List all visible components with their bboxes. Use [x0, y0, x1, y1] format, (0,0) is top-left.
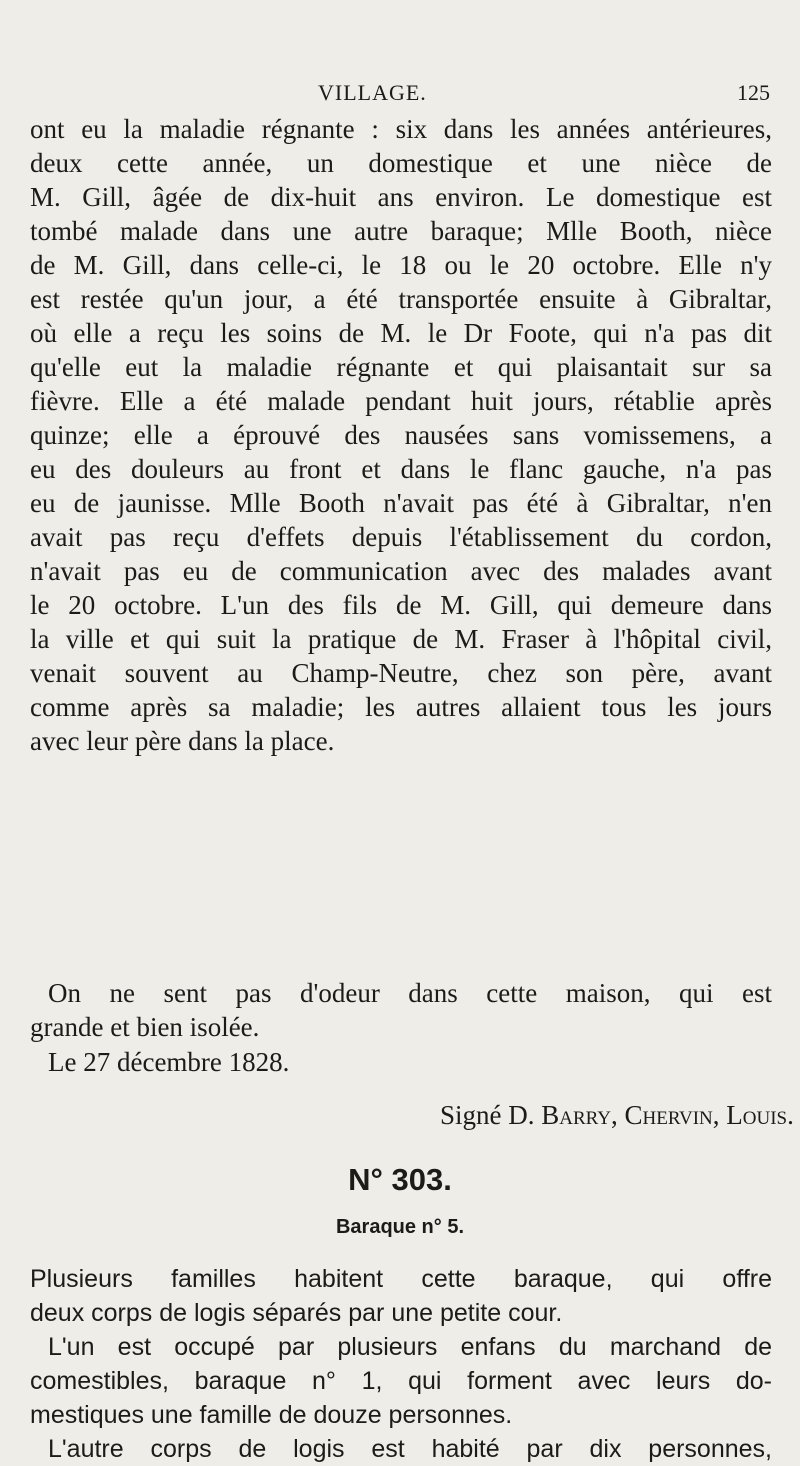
page-number: 125 — [737, 80, 770, 105]
text-line: ont eu la maladie régnante : six dans les années antérieures, — [30, 114, 772, 144]
text-line: fièvre. Elle a été malade pendant huit jours, rétablie après — [30, 386, 772, 416]
text-line: L'un est occupé par plusieurs enfans du marchand de — [48, 1333, 772, 1361]
signature — [440, 1098, 794, 1132]
text-line: On ne sent pas d'odeur dans cette maison, qui est — [48, 978, 772, 1008]
text-line: tombé malade dans une autre baraque; Mlle Booth, nièce — [30, 216, 772, 246]
signature-prefix: Signé D. — [440, 1100, 535, 1130]
text-line: est restée qu'un jour, a été transportée ensuite à Gibraltar, — [30, 284, 772, 314]
text-line: venait souvent au Champ-Neutre, chez son père, avant — [30, 658, 772, 688]
text-line: de M. Gill, dans celle-ci, le 18 ou le 20 octobre. Elle n'y — [30, 250, 772, 280]
paragraph-odor — [30, 976, 772, 1044]
text-line: eu des douleurs au front et dans le flanc gauche, n'a pas — [30, 454, 772, 484]
paragraph-baraque — [30, 1262, 772, 1466]
text-line: comme après sa maladie; les autres allaient tous les jours — [30, 692, 772, 722]
text-line: où elle a reçu les soins de M. le Dr Foote, qui n'a pas dit — [30, 318, 772, 348]
text-line: n'avait pas eu de communication avec des malades avant — [30, 556, 772, 586]
section-subtitle: Baraque n° 5. — [335, 1216, 465, 1238]
text-line: deux corps de logis séparés par une petite cour. — [30, 1299, 563, 1327]
text-line: le 20 octobre. L'un des fils de M. Gill, qui demeure dans — [30, 590, 772, 620]
text-line: qu'elle eut la maladie régnante et qui plaisantait sur sa — [30, 352, 772, 382]
running-head: VILLAGE. — [318, 80, 427, 105]
text-line: avec leur père dans la place. — [30, 726, 335, 756]
text-line: mestiques une famille de douze personnes. — [30, 1401, 513, 1429]
text-line: la ville et qui suit la pratique de M. Fraser à l'hôpital civil, — [30, 624, 772, 654]
text-line: Plusieurs familles habitent cette baraque, qui offre — [30, 1265, 772, 1293]
paragraph-main — [30, 112, 772, 758]
page-header — [0, 80, 800, 110]
section-number: N° 303. — [348, 1162, 452, 1197]
text-line: M. Gill, âgée de dix-huit ans environ. Le domestique est — [30, 182, 772, 212]
text-line: avait pas reçu d'effets depuis l'établissement du cordon, — [30, 522, 772, 552]
date-line: Le 27 décembre 1828. — [48, 1047, 290, 1077]
text-line: deux cette année, un domestique et une nièce de — [30, 148, 772, 178]
signature-names: Barry, Chervin, Louis. — [541, 1100, 794, 1130]
text-line: quinze; elle a éprouvé des nausées sans vomissemens, a — [30, 420, 772, 450]
text-line: L'autre corps de logis est habité par dix personnes, — [48, 1435, 772, 1463]
text-line: eu de jaunisse. Mlle Booth n'avait pas été à Gibraltar, n'en — [30, 488, 772, 518]
text-line: grande et bien isolée. — [30, 1012, 260, 1042]
text-line: comestibles, baraque n° 1, qui forment avec leurs do- — [30, 1367, 772, 1395]
